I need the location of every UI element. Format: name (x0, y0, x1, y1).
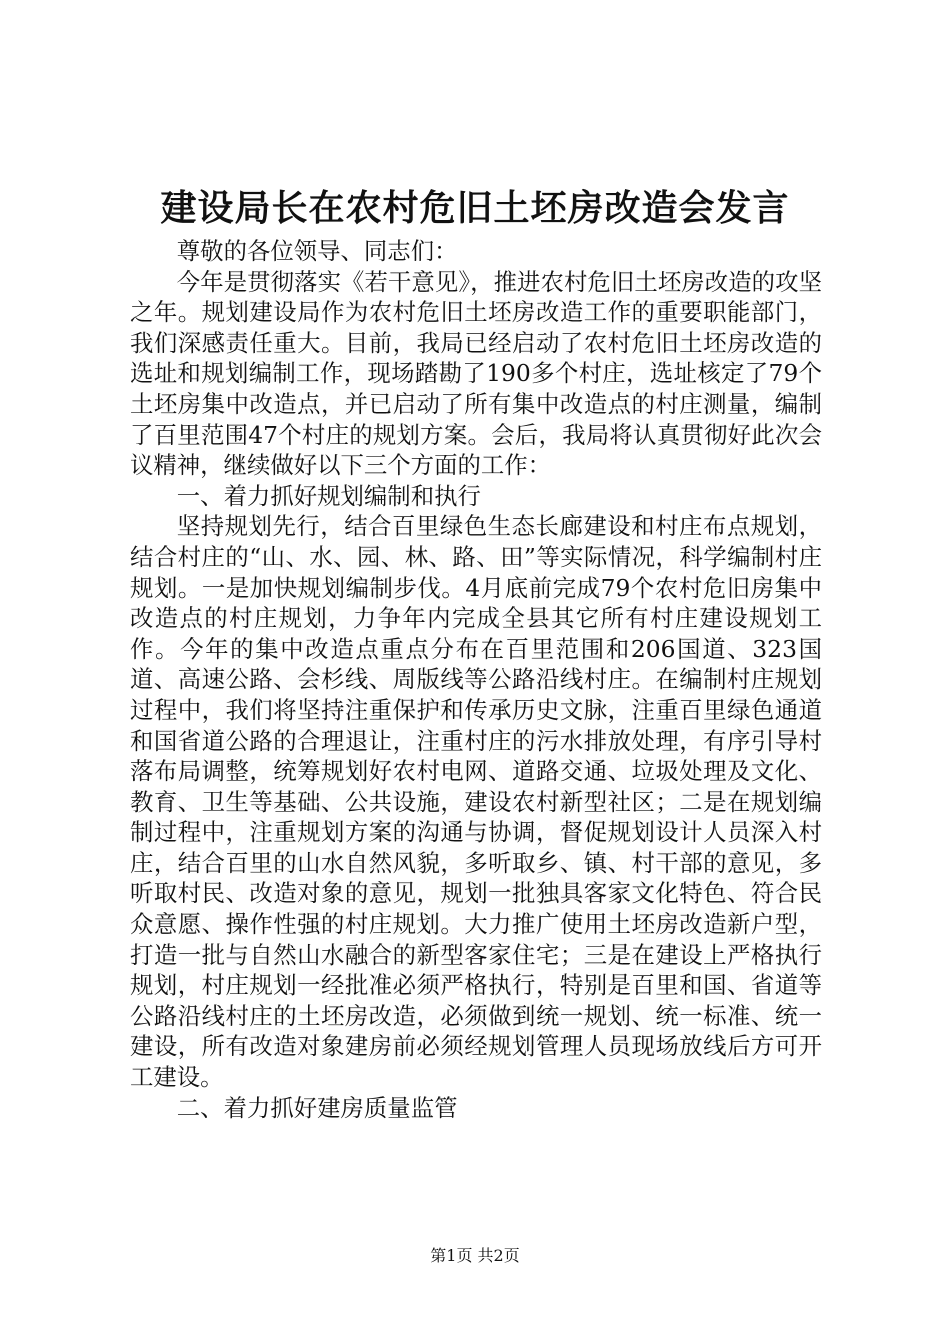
intro-paragraph: 今年是贯彻落实《若干意见》，推进农村危旧土坯房改造的攻坚之年。规划建设局作为农村危旧土坯房改造工作的重要职能部门，我们深感责任重大。目前，我局已经启动了农村危旧土坯房改造的选址和规划编制工作，现场踏勘了190多个村庄，选址核定了79个土坯房集中改造点，并已启动了所有集中改造点的村庄测量，编制了百里范围47个村庄的规划方案。会后，我局将认真贯彻好此次会议精神，继续做好以下三个方面的工作： (130, 267, 822, 480)
section-heading-2: 二、着力抓好建房质量监管 (176, 1093, 458, 1122)
document-title: 建设局长在农村危旧土坯房改造会发言 (160, 187, 790, 229)
document-body (130, 236, 822, 1123)
section-heading-1: 一、着力抓好规划编制和执行 (176, 481, 481, 510)
section-1-paragraph: 坚持规划先行，结合百里绿色生态长廊建设和村庄布点规划，结合村庄的“山、水、园、林、路、田”等实际情况，科学编制村庄规划。一是加快规划编制步伐。4月底前完成79个农村危旧房集中改造点的村庄规划，力争年内完成全县其它所有村庄建设规划工作。今年的集中改造点重点分布在百里范围和206国道、323国道、高速公路、会杉线、周版线等公路沿线村庄。在编制村庄规划过程中，我们将坚持注重保护和传承历史文脉，注重百里绿色通道和国省道公路的合理退让，注重村庄的污水排放处理，有序引导村落布局调整，统筹规划好农村电网、道路交通、垃圾处理及文化、教育、卫生等基础、公共设施，建设农村新型社区；二是在规划编制过程中，注重规划方案的沟通与协调，督促规划设计人员深入村庄，结合百里的山水自然风貌，多听取乡、镇、村干部的意见，多听取村民、改造对象的意见，规划一批独具客家文化特色、符合民众意愿、操作性强的村庄规划。大力推广使用土坯房改造新户型，打造一批与自然山水融合的新型客家住宅；三是在建设上严格执行规划，村庄规划一经批准必须严格执行，特别是百里和国、省道等公路沿线村庄的土坯房改造，必须做到统一规划、统一标准、统一建设，所有改造对象建房前必须经规划管理人员现场放线后方可开工建设。 (130, 512, 822, 1092)
salutation-paragraph: 尊敬的各位领导、同志们： (176, 237, 458, 265)
page-footer: 第1页 共2页 (430, 1246, 520, 1265)
